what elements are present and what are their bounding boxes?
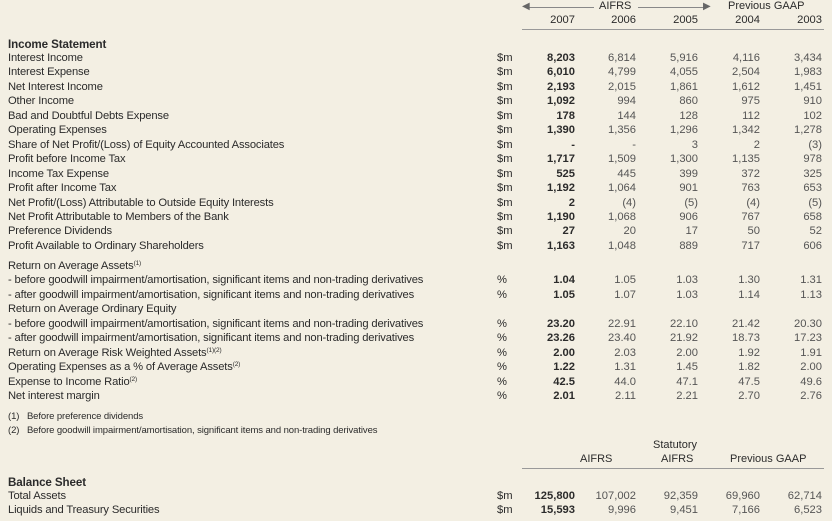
expense-income-ratio-value-2006: 44.0 (614, 375, 636, 388)
income-row-2-value-2005: 1,861 (670, 80, 698, 93)
income-row-3-unit: $m (497, 95, 513, 108)
income-row-12-unit: $m (497, 225, 513, 238)
income-row-0-value-2006: 6,814 (608, 52, 636, 64)
roaa-footnote-ref: (1) (133, 260, 142, 267)
income-row-6-value-2006: - (632, 138, 636, 151)
income-row-12-value-2003: 52 (809, 225, 822, 238)
roaa-before-value-2004: 1.30 (738, 274, 760, 287)
roaa-after-value-2005: 1.03 (676, 288, 698, 301)
income-row-10-value-2005: (5) (684, 196, 698, 209)
roaa-before-value-2007: 1.04 (553, 274, 575, 287)
net-interest-margin-value-2006: 2.11 (615, 390, 636, 403)
bs-row-0-value-2003: 62,714 (787, 490, 822, 502)
income-row-10-value-2004: (4) (746, 196, 760, 209)
footnote-2 (8, 425, 377, 436)
income-row-8-value-2006: 445 (617, 167, 636, 180)
income-row-8-value-2005: 399 (679, 167, 698, 180)
opex-ratio-value-2006: 1.31 (614, 361, 636, 374)
income-row-8-value-2003: 325 (803, 167, 822, 180)
aifrs-arrow-head-left: ◀ (522, 1, 530, 12)
previous-gaap-header: Previous GAAP (728, 0, 805, 12)
bs-statutory-header: Statutory (653, 439, 698, 451)
income-row-3-value-2004: 975 (741, 95, 760, 108)
net-interest-margin-value-2007: 2.01 (553, 390, 575, 403)
income-row-8-value-2007: 525 (556, 167, 575, 180)
bs-statutory-aifrs-header: AIFRS (661, 453, 694, 465)
roaoe-heading: Return on Average Ordinary Equity (8, 303, 177, 316)
roaoe-after-value-2007: 23.26 (547, 332, 575, 345)
income-row-11-value-2006: 1,068 (608, 210, 636, 223)
income-row-7-label: Profit before Income Tax (8, 153, 126, 166)
roaa-before-label: - before goodwill impairment/amortisation, significant items and non-trading derivatives (8, 274, 424, 287)
income-row-1-value-2004: 2,504 (732, 66, 760, 79)
income-row-5-value-2006: 1,356 (608, 124, 636, 137)
income-row-4-unit: $m (497, 109, 513, 122)
roaoe-after-unit: % (497, 332, 507, 345)
income-row-9-value-2007: 1,192 (547, 182, 575, 195)
bs-aifrs-header: AIFRS (580, 453, 613, 465)
income-row-10-value-2006: (4) (622, 196, 636, 209)
expense-income-ratio-value-2004: 47.5 (738, 375, 760, 388)
aifrs-arrow-line-right (638, 7, 704, 8)
bs-row-1-value-2006: 9,996 (608, 504, 636, 517)
rarwa-label-text: Return on Average Risk Weighted Assets (8, 346, 207, 359)
income-row-0-value-2005: 5,916 (670, 52, 698, 64)
footnote-1-mark: (1) (8, 411, 20, 422)
roaa-heading-text: Return on Average Assets (8, 260, 134, 272)
income-row-8-label: Income Tax Expense (8, 167, 109, 180)
roaoe-before-value-2004: 21.42 (732, 317, 760, 330)
income-row-4-value-2003: 102 (803, 109, 822, 122)
roaoe-before-value-2005: 22.10 (670, 317, 698, 330)
income-row-4-value-2006: 144 (617, 109, 636, 122)
income-row-12-value-2004: 50 (747, 225, 760, 238)
income-row-7-value-2005: 1,300 (670, 153, 698, 166)
income-row-4-value-2005: 128 (679, 109, 698, 122)
aifrs-arrow-line-left (528, 7, 594, 8)
footnote-1-text: Before preference dividends (26, 411, 144, 422)
bs-row-1-label: Liquids and Treasury Securities (8, 504, 160, 517)
bs-row-0-value-2006: 107,002 (595, 490, 636, 502)
income-row-11-unit: $m (497, 210, 513, 223)
income-statement-title: Income Statement (8, 38, 107, 51)
income-row-7-value-2007: 1,717 (547, 153, 575, 166)
income-row-2-value-2007: 2,193 (547, 80, 575, 93)
roaa-before-value-2005: 1.03 (676, 274, 698, 287)
bs-row-1-unit: $m (497, 504, 513, 517)
income-row-6-label: Share of Net Profit/(Loss) of Equity Accounted Associates (8, 138, 285, 151)
bs-row-1-value-2007: 15,593 (540, 504, 575, 517)
expense-income-ratio-label-text: Expense to Income Ratio (8, 375, 130, 388)
income-row-2-value-2004: 1,612 (732, 80, 760, 93)
income-row-9-label: Profit after Income Tax (8, 182, 117, 195)
roaoe-after-value-2004: 18.73 (732, 332, 760, 345)
income-row-8-unit: $m (497, 167, 513, 180)
aifrs-header: AIFRS (599, 0, 632, 12)
income-row-0-value-2003: 3,434 (794, 52, 822, 64)
roaa-after-unit: % (497, 288, 507, 301)
bs-row-0-value-2005: 92,359 (663, 490, 698, 502)
roaa-heading (8, 260, 141, 272)
income-row-0-label: Interest Income (8, 52, 83, 64)
opex-ratio-footnote-ref: (2) (232, 361, 241, 369)
opex-ratio-value-2003: 2.00 (800, 361, 822, 374)
expense-income-ratio-value-2007: 42.5 (553, 375, 575, 388)
income-row-9-value-2004: 763 (741, 182, 760, 195)
income-row-1-value-2006: 4,799 (608, 66, 636, 79)
income-row-13-unit: $m (497, 239, 513, 252)
net-interest-margin-value-2004: 2.70 (738, 390, 760, 403)
expense-income-ratio-unit: % (497, 375, 507, 388)
income-row-6-value-2005: 3 (691, 138, 698, 151)
bs-row-0-value-2007: 125,800 (534, 490, 575, 502)
income-row-4-value-2007: 178 (556, 109, 575, 122)
income-row-13-value-2006: 1,048 (608, 239, 636, 252)
net-interest-margin-unit: % (497, 390, 507, 403)
rarwa-value-2006: 2.03 (614, 346, 636, 359)
income-row-4-label: Bad and Doubtful Debts Expense (8, 109, 169, 122)
income-row-3-value-2007: 1,092 (547, 95, 575, 108)
bs-row-1-value-2004: 7,166 (732, 504, 760, 517)
net-interest-margin-value-2005: 2.21 (676, 390, 698, 403)
rarwa-label (8, 347, 221, 359)
income-row-7-value-2003: 978 (803, 153, 822, 166)
income-row-8-value-2004: 372 (741, 167, 760, 180)
income-row-9-value-2003: 653 (803, 182, 822, 195)
roaoe-before-value-2003: 20.30 (794, 317, 822, 330)
income-row-5-value-2004: 1,342 (732, 124, 760, 137)
income-row-3-value-2006: 994 (617, 95, 636, 108)
income-row-11-value-2005: 906 (679, 210, 698, 223)
roaa-after-value-2007: 1.05 (553, 288, 575, 301)
bs-row-0-label: Total Assets (8, 490, 66, 502)
income-row-5-value-2003: 1,278 (794, 124, 822, 137)
income-row-2-label: Net Interest Income (8, 80, 103, 93)
income-row-5-label: Operating Expenses (8, 124, 107, 137)
income-row-7-unit: $m (497, 153, 513, 166)
expense-income-ratio-value-2005: 47.1 (676, 375, 698, 388)
bs-row-1-value-2003: 6,523 (794, 504, 822, 517)
roaoe-after-label: - after goodwill impairment/amortisation, significant items and non-trading derivatives (8, 332, 415, 345)
income-row-0-unit: $m (497, 52, 513, 64)
rarwa-footnote-ref: (1)(2) (206, 346, 222, 354)
opex-ratio-value-2004: 1.82 (738, 361, 760, 374)
year-2005: 2005 (673, 14, 698, 26)
roaoe-before-value-2007: 23.20 (547, 317, 575, 330)
opex-ratio-label-text: Operating Expenses as a % of Average Assets (8, 361, 233, 374)
net-interest-margin-label: Net interest margin (8, 390, 100, 403)
income-row-12-value-2005: 17 (685, 225, 698, 238)
income-row-5-unit: $m (497, 124, 513, 137)
roaa-before-value-2006: 1.05 (614, 274, 636, 287)
income-row-5-value-2005: 1,296 (670, 124, 698, 137)
income-row-11-value-2004: 767 (741, 210, 760, 223)
balance-sheet-title: Balance Sheet (8, 476, 86, 489)
income-row-13-value-2005: 889 (679, 239, 698, 252)
income-row-7-value-2004: 1,135 (732, 153, 760, 166)
income-row-10-value-2007: 2 (568, 196, 575, 209)
income-row-3-value-2003: 910 (803, 95, 822, 108)
income-row-3-value-2005: 860 (679, 95, 698, 108)
bs-row-0-value-2004: 69,960 (725, 490, 760, 502)
income-row-3-label: Other Income (8, 95, 74, 108)
opex-ratio-label (8, 361, 240, 373)
income-row-9-value-2005: 901 (679, 182, 698, 195)
income-row-13-label: Profit Available to Ordinary Shareholders (8, 239, 204, 252)
roaa-after-value-2004: 1.14 (738, 288, 760, 301)
income-row-6-value-2004: 2 (753, 138, 760, 151)
roaoe-before-label: - before goodwill impairment/amortisation, significant items and non-trading derivatives (8, 317, 424, 330)
rarwa-value-2005: 2.00 (676, 346, 698, 359)
income-row-2-value-2003: 1,451 (794, 80, 822, 93)
income-row-11-value-2003: 658 (803, 210, 822, 223)
income-row-9-value-2006: 1,064 (608, 182, 636, 195)
expense-income-ratio-footnote-ref: (2) (129, 375, 138, 383)
roaoe-before-unit: % (497, 317, 507, 330)
income-row-0-value-2004: 4,116 (732, 52, 760, 64)
income-row-12-value-2007: 27 (562, 225, 575, 238)
year-2006: 2006 (611, 14, 636, 26)
income-row-1-label: Interest Expense (8, 66, 90, 79)
income-row-11-label: Net Profit Attributable to Members of the Bank (8, 210, 229, 223)
income-row-4-value-2004: 112 (742, 109, 760, 122)
rarwa-value-2007: 2.00 (553, 346, 575, 359)
income-row-12-label: Preference Dividends (8, 225, 112, 238)
income-row-13-value-2003: 606 (803, 239, 822, 252)
income-row-6-value-2007: - (571, 138, 575, 151)
income-row-13-value-2007: 1,163 (547, 239, 575, 252)
footnote-2-text: Before goodwill impairment/amortisation, significant items and non-trading derivatives (26, 425, 378, 436)
roaoe-after-value-2005: 21.92 (670, 332, 698, 345)
net-interest-margin-value-2003: 2.76 (800, 390, 822, 403)
income-row-2-value-2006: 2,015 (608, 80, 636, 93)
roaoe-before-value-2006: 22.91 (608, 317, 636, 330)
opex-ratio-unit: % (497, 361, 507, 374)
income-row-6-value-2003: (3) (808, 138, 822, 151)
opex-ratio-value-2005: 1.45 (676, 361, 698, 374)
income-row-12-value-2006: 20 (623, 225, 636, 238)
bs-previous-gaap-header: Previous GAAP (730, 453, 807, 465)
income-row-5-value-2007: 1,390 (547, 124, 575, 137)
rarwa-value-2004: 1.92 (738, 346, 760, 359)
income-row-7-value-2006: 1,509 (608, 153, 636, 166)
income-row-9-unit: $m (497, 182, 513, 195)
income-row-1-unit: $m (497, 66, 513, 79)
roaa-after-value-2003: 1.13 (800, 288, 822, 301)
bs-row-1-value-2005: 9,451 (670, 504, 698, 517)
year-2003: 2003 (797, 14, 822, 26)
income-row-10-label: Net Profit/(Loss) Attributable to Outside Equity Interests (8, 196, 274, 209)
roaoe-after-value-2006: 23.40 (608, 332, 636, 345)
expense-income-ratio-value-2003: 49.6 (800, 375, 822, 388)
header-rule (522, 29, 824, 30)
income-row-11-value-2007: 1,190 (547, 210, 575, 223)
income-row-10-value-2003: (5) (808, 196, 822, 209)
footnote-1 (8, 411, 143, 422)
aifrs-arrow-head-right: ▶ (703, 1, 711, 12)
year-2004: 2004 (735, 14, 760, 26)
rarwa-value-2003: 1.91 (800, 346, 822, 359)
income-row-1-value-2003: 1,983 (794, 66, 822, 79)
roaoe-after-value-2003: 17.23 (794, 332, 822, 345)
rarwa-unit: % (497, 346, 507, 359)
year-2007: 2007 (550, 14, 575, 26)
income-row-13-value-2004: 717 (741, 239, 760, 252)
income-row-1-value-2005: 4,055 (670, 66, 698, 79)
bs-row-0-unit: $m (497, 490, 513, 502)
footnote-2-mark: (2) (8, 425, 20, 436)
income-row-10-unit: $m (497, 196, 513, 209)
bs-header-rule (522, 468, 824, 469)
opex-ratio-value-2007: 1.22 (553, 361, 575, 374)
income-row-1-value-2007: 6,010 (547, 66, 575, 79)
income-row-6-unit: $m (497, 138, 513, 151)
income-row-2-unit: $m (497, 80, 513, 93)
roaa-before-unit: % (497, 274, 507, 287)
expense-income-ratio-label (8, 376, 137, 388)
roaa-after-label: - after goodwill impairment/amortisation, significant items and non-trading derivatives (8, 288, 415, 301)
income-row-0-value-2007: 8,203 (547, 52, 575, 64)
roaa-after-value-2006: 1.07 (614, 288, 636, 301)
roaa-before-value-2003: 1.31 (800, 274, 822, 287)
